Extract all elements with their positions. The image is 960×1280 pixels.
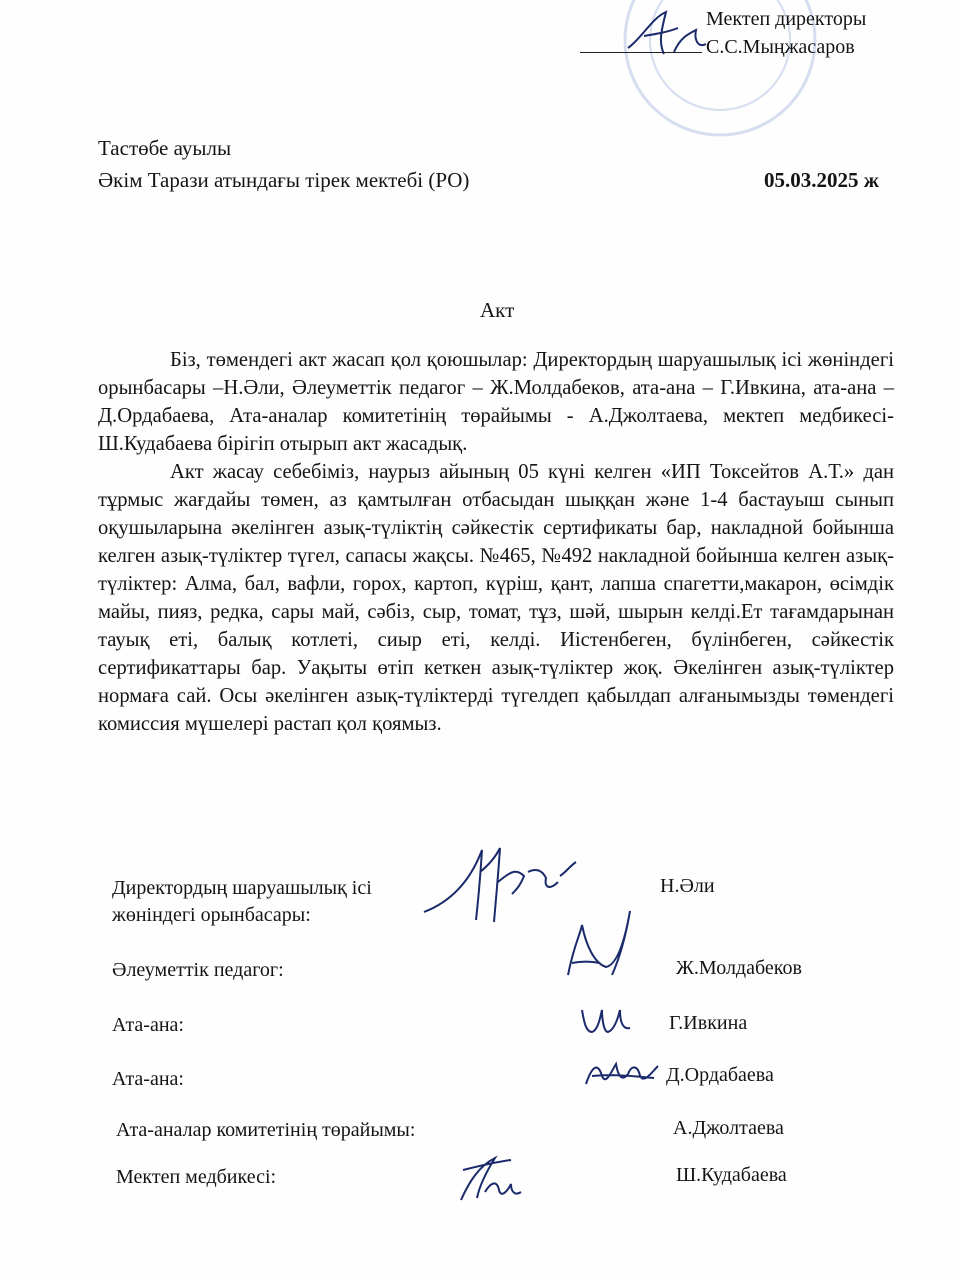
approval-position: Мектеп директоры (706, 8, 867, 30)
signatory-role-5: Ата-аналар комитетінің төрайымы: (116, 1119, 416, 1141)
signatory-name-2: Ж.Молдабеков (676, 957, 802, 979)
signature-n-ali (420, 842, 580, 932)
approval-name: С.С.Мыңжасаров (706, 36, 855, 58)
signature-d-ordabaeva (582, 1056, 662, 1090)
document-date: 05.03.2025 ж (764, 168, 879, 192)
act-paragraph-2: Акт жасау себебіміз, наурыз айының 05 күні келген «ИП Токсейтов А.Т.» дан тұрмыс жағдайы төмен, аз қамтылған отбасыдан шыққан және 1-4 бастауыш сынып оқушыларына әкелінген азық-түліктің сәйкестік сертификаты бар, накладной бойынша келген азық-түліктер түгел, сапасы жақсы. №465, №492 накладной бойынша келген азық-түліктер: Алма, бал, вафли, горох, картоп, күріш, қант, лапша спагетти,макарон, өсімдік майы, пияз, редка, сары май, сәбіз, сыр, томат, тұз, шәй, шырын келді.Ет тағамдарынан тауық еті, балық котлеті, сиыр еті, келді. Иістенбеген, бүлінбеген, сәйкестік сертификаттары бар. Уақыты өтіп кеткен азық-түліктер жоқ. Әкелінген азық-түліктер нормаға сай. Осы әкелінген азық-түліктерді түгелдеп қабылдап алғанымызды төмендегі комиссия мүшелері растап қол қоямыз. (98, 461, 894, 735)
signatory-role-4: Ата-ана: (112, 1068, 184, 1090)
signatory-role-2: Әлеуметтік педагог: (112, 959, 284, 981)
signature-zh-moldabekov (560, 905, 640, 985)
signatory-name-1: Н.Әли (660, 875, 715, 897)
village-name: Тастөбе ауылы (98, 136, 232, 160)
signatory-name-6: Ш.Кудабаева (676, 1164, 787, 1186)
document-title: Акт (480, 298, 515, 322)
signatory-name-4: Д.Ордабаева (666, 1064, 774, 1086)
school-name: Әкім Тарази атындағы тірек мектебі (РО) (98, 168, 470, 192)
signature-sh-kudabaeva (455, 1152, 525, 1206)
signatory-role-1-line1: Директордың шаруашылық ісі (112, 877, 372, 899)
signatory-role-1-line2: жөніндегі орынбасары: (112, 904, 311, 926)
signatory-name-5: А.Джолтаева (673, 1117, 784, 1139)
signatory-role-3: Ата-ана: (112, 1014, 184, 1036)
signatory-role-6: Мектеп медбикесі: (116, 1166, 277, 1188)
act-paragraph-1: Біз, төмендегі акт жасап қол қоюшылар: Директордың шаруашылық ісі жөніндегі орынбасары –Н.Әли, Әлеуметтік педагог – Ж.Молдабеков, ата-ана – Г.Ивкина, ата-ана – Д.Ордабаева, Ата-аналар комитетінің төрайымы - А.Джолтаева, мектеп медбикесі-Ш.Кудабаева бірігіп отырып акт жасадық. (98, 349, 894, 455)
signatory-name-3: Г.Ивкина (669, 1012, 748, 1034)
signature-g-ivkina (578, 1006, 634, 1038)
director-signature (622, 8, 712, 64)
act-body (98, 346, 894, 738)
